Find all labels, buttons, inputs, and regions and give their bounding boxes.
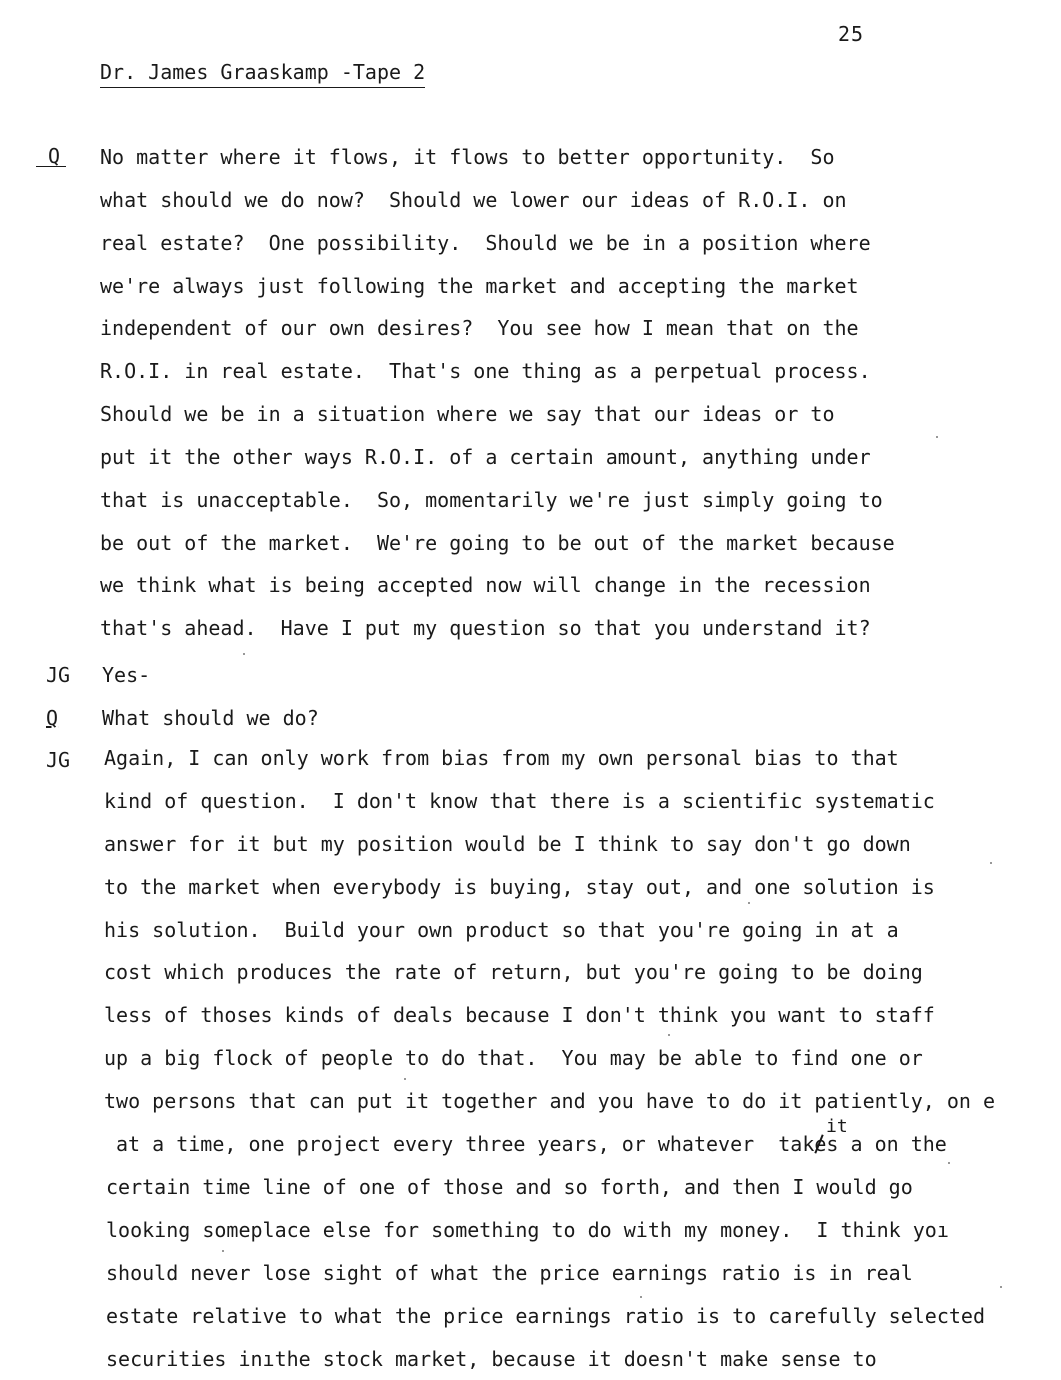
speaker-label-q: Q	[46, 706, 59, 730]
scan-speck	[222, 1250, 224, 1252]
speaker-label-q: Q	[36, 146, 66, 167]
transcript-line: that's ahead. Have I put my question so that you understand it?	[100, 616, 871, 640]
transcript-line: put it the other ways R.O.I. of a certain amount, anything under	[100, 445, 871, 469]
transcript-line: cost which produces the rate of return, but you're going to be doing	[104, 960, 923, 984]
transcript-line: to the market when everybody is buying, stay out, and one solution is	[104, 875, 935, 899]
scan-speck	[243, 653, 245, 655]
transcript-line: we think what is being accepted now will change in the recession	[100, 573, 871, 597]
transcript-line: be out of the market. We're going to be out of the market because	[100, 531, 895, 555]
scan-speck	[640, 1296, 642, 1298]
transcript-line: estate relative to what the price earnings ratio is to carefully selected	[106, 1304, 985, 1328]
transcript-line: No matter where it flows, it flows to better opportunity. So	[100, 145, 835, 169]
handwritten-insert: it	[826, 1116, 848, 1137]
transcript-line: answer for it but my position would be I think to say don't go down	[104, 832, 911, 856]
transcript-line: two persons that can put it together and you have to do it patiently, on e	[104, 1089, 996, 1113]
transcript-line: What should we do?	[102, 706, 319, 730]
scan-speck	[936, 436, 938, 438]
transcript-line: kind of question. I don't know that there is a scientific systematic	[104, 789, 935, 813]
speaker-label-jg: JG	[46, 748, 71, 772]
transcript-line: we're always just following the market and accepting the market	[100, 274, 859, 298]
scan-speck	[748, 902, 750, 904]
document-header: Dr. James Graaskamp -Tape 2	[100, 60, 425, 88]
transcript-line: Again, I can only work from bias from my own personal bias to that	[104, 746, 899, 770]
transcript-line: certain time line of one of those and so forth, and then I would go	[106, 1175, 913, 1199]
transcript-line: Should we be in a situation where we say that our ideas or to	[100, 402, 835, 426]
transcript-line: looking someplace else for something to do with my money. I think yoı	[106, 1218, 949, 1242]
transcript-line: R.O.I. in real estate. That's one thing as a perpetual process.	[100, 359, 871, 383]
transcript-line: securities inıthe stock market, because it doesn't make sense to	[106, 1347, 877, 1371]
transcript-line: independent of our own desires? You see how I mean that on the	[100, 316, 859, 340]
scan-speck	[404, 1078, 406, 1080]
speaker-label-jg: JG	[46, 663, 71, 687]
transcript-line: his solution. Build your own product so that you're going in at a	[104, 918, 899, 942]
transcript-line: up a big flock of people to do that. You may be able to find one or	[104, 1046, 923, 1070]
scan-speck	[668, 1034, 670, 1036]
transcript-line: Yes-	[102, 663, 151, 687]
scan-speck	[990, 862, 992, 864]
scan-speck	[1000, 1286, 1002, 1288]
transcript-line: should never lose sight of what the price earnings ratio is in real	[106, 1261, 913, 1285]
transcript-line: that is unacceptable. So, momentarily we're just simply going to	[100, 488, 883, 512]
transcript-line: at a time, one project every three years, or whatever takes a on the	[116, 1132, 947, 1156]
page-number: 25	[838, 22, 865, 46]
transcript-line: real estate? One possibility. Should we be in a position where	[100, 231, 871, 255]
transcript-line: less of thoses kinds of deals because I don't think you want to staff	[104, 1003, 935, 1027]
transcript-line: what should we do now? Should we lower our ideas of R.O.I. on	[100, 188, 847, 212]
scan-speck	[948, 1162, 950, 1164]
